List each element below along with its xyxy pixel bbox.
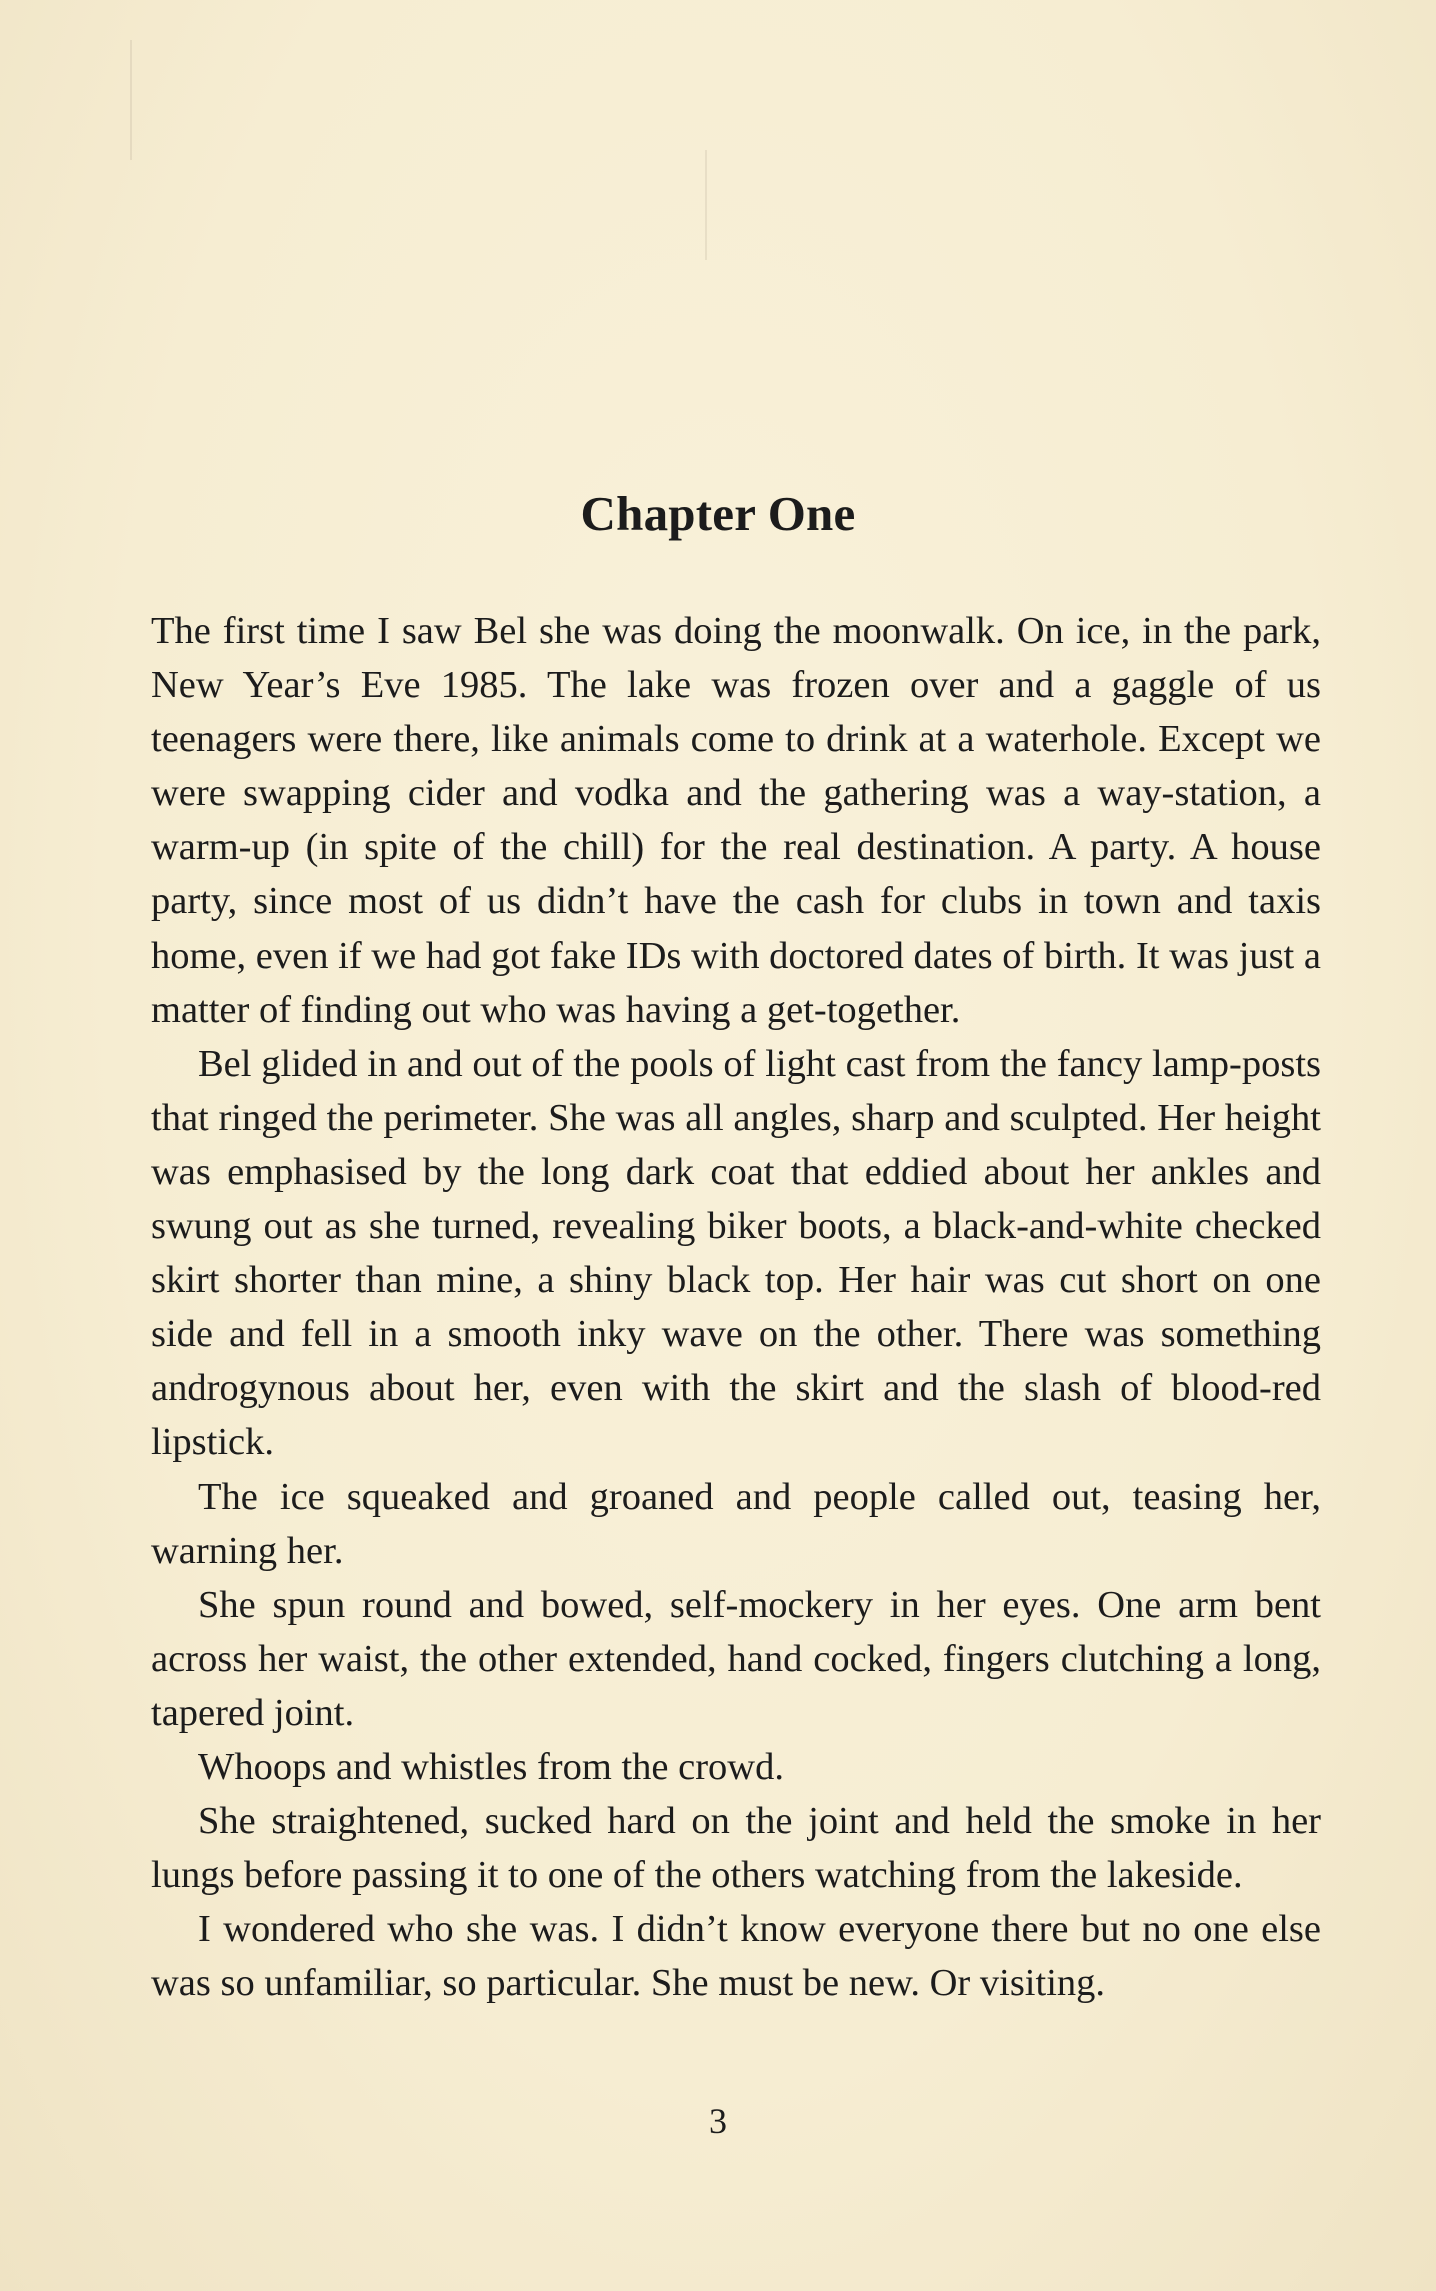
paragraph: Bel glided in and out of the pools of light cast from the fancy lamp-posts that ringed the perimeter. She was all angles, sharp and sculpted. Her height was emphasised by the long dark coat that eddied about her ankles and swung out as she turned, revealing biker boots, a black-and-white checked skirt shorter than mine, a shiny black top. Her hair was cut short on one side and fell in a smooth inky wave on the other. There was something androgynous about her, even with the skirt and the slash of blood-red lipstick.	[151, 1042, 1321, 1464]
chapter-body	[151, 604, 1321, 2010]
paragraph: The first time I saw Bel she was doing the moonwalk. On ice, in the park, New Year’s Eve 1985. The lake was frozen over and a gaggle of us teenagers were there, like animals come to drink at a waterhole. Except we were swapping cider and vodka and the gathering was a way-station, a warm-up (in spite of the chill) for the real destination. A party. A house party, since most of us didn’t have the cash for clubs in town and taxis home, even if we had got fake IDs with doctored dates of birth. It was just a matter of finding out who was having a get-together.	[151, 610, 1321, 1031]
paragraph: She straightened, sucked hard on the joint and held the smoke in her lungs before passing it to one of the others watching from the lakeside.	[151, 1800, 1321, 1897]
paragraph: The ice squeaked and groaned and people called out, teasing her, warning her.	[151, 1475, 1321, 1572]
bleed-through-mark	[705, 150, 707, 260]
page-number: 3	[709, 2101, 727, 2141]
bleed-through-mark	[130, 40, 132, 160]
paragraph: Whoops and whistles from the crowd.	[198, 1745, 784, 1788]
chapter-title: Chapter One	[580, 486, 856, 541]
paragraph: She spun round and bowed, self-mockery in her eyes. One arm bent across her waist, the other extended, hand cocked, fingers clutching a long, tapered joint.	[151, 1583, 1321, 1734]
paragraph: I wondered who she was. I didn’t know everyone there but no one else was so unfamiliar, so particular. She must be new. Or visiting.	[151, 1908, 1321, 2005]
